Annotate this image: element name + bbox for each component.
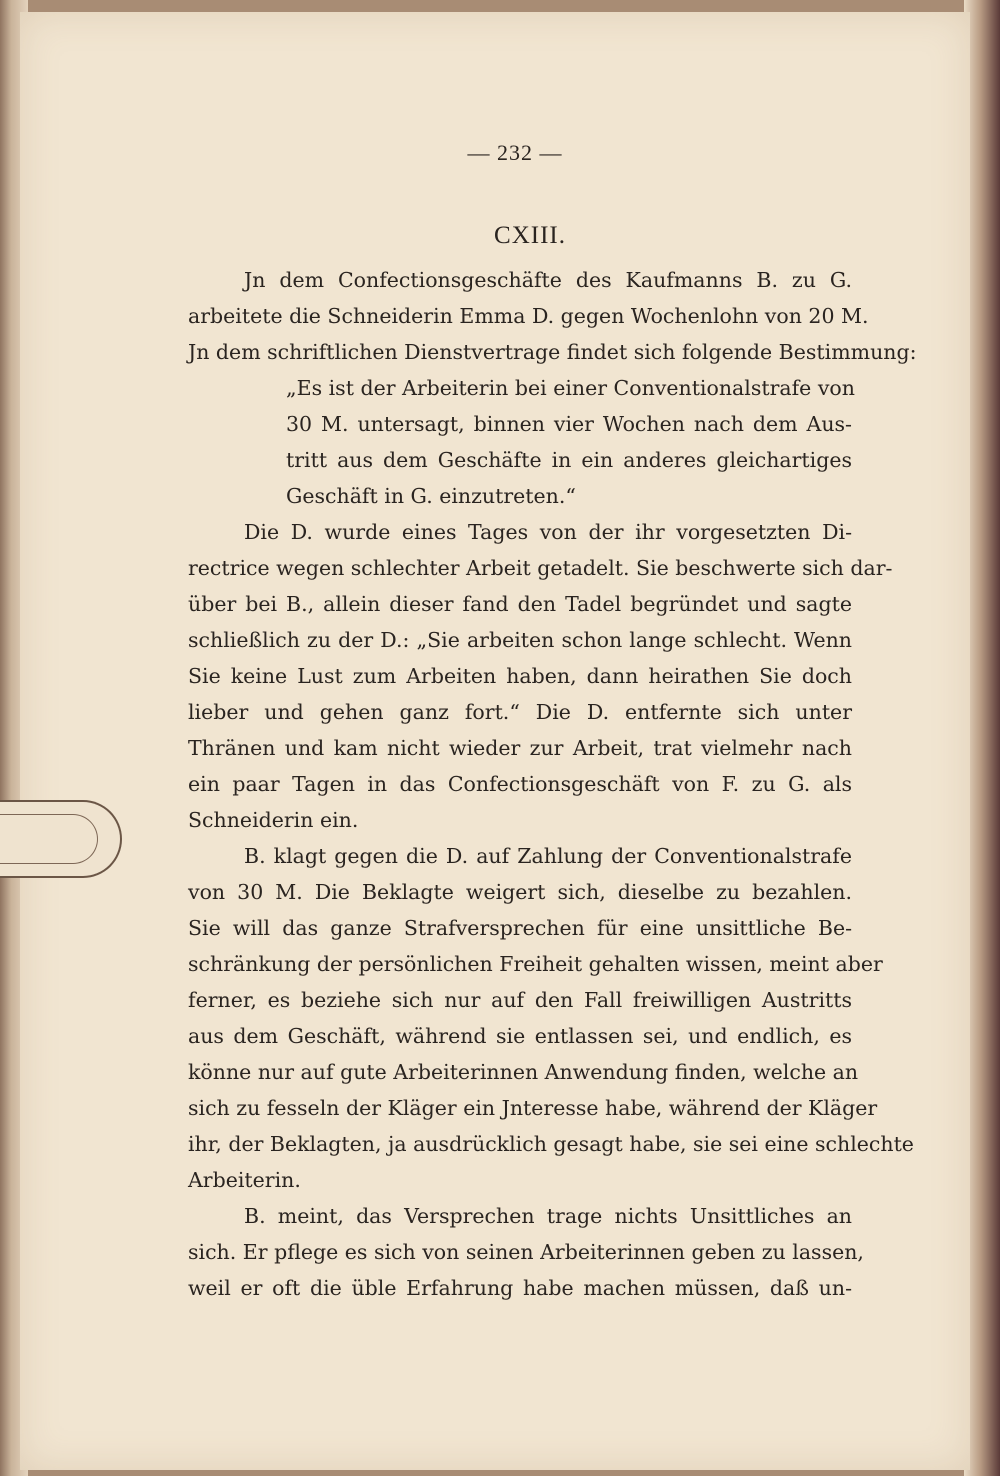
- text-line: lieber und gehen ganz fort.“ Die D. entfernte sich unter: [188, 700, 852, 724]
- text-line: tritt aus dem Geschäfte in ein anderes gleichartiges: [286, 448, 852, 472]
- text-line: Arbeiterin.: [188, 1168, 301, 1192]
- text-line: schränkung der persönlichen Freiheit gehalten wissen, meint aber: [188, 952, 883, 976]
- bookmark-ribbon-fold: [0, 814, 98, 864]
- text-line: Sie keine Lust zum Arbeiten haben, dann heirathen Sie doch: [188, 664, 852, 688]
- text-line: Sie will das ganze Strafversprechen für eine unsittliche Be-: [188, 916, 852, 940]
- text-line: weil er oft die üble Erfahrung habe machen müssen, daß un-: [188, 1276, 852, 1300]
- text-line: sich. Er pflege es sich von seinen Arbeiterinnen geben zu lassen,: [188, 1240, 864, 1264]
- text-line: aus dem Geschäft, während sie entlassen sei, und endlich, es: [188, 1024, 852, 1048]
- text-line: Thränen und kam nicht wieder zur Arbeit, trat vielmehr nach: [188, 736, 852, 760]
- text-line: ihr, der Beklagten, ja ausdrücklich gesagt habe, sie sei eine schlechte: [188, 1132, 914, 1156]
- text-line: B. klagt gegen die D. auf Zahlung der Conventionalstrafe: [244, 844, 852, 868]
- text-line: „Es ist der Arbeiterin bei einer Conventionalstrafe von: [286, 376, 855, 400]
- page-number: — 232 —: [467, 140, 563, 165]
- text-line: sich zu fesseln der Kläger ein Jnteresse habe, während der Kläger: [188, 1096, 878, 1120]
- text-line: rectrice wegen schlechter Arbeit getadelt. Sie beschwerte sich dar-: [188, 556, 893, 580]
- text-line: arbeitete die Schneiderin Emma D. gegen Wochenlohn von 20 M.: [188, 304, 869, 328]
- text-line: B. meint, das Versprechen trage nichts Unsittliches an: [244, 1204, 852, 1228]
- section-heading: CXIII.: [494, 222, 566, 249]
- text-line: Die D. wurde eines Tages von der ihr vorgesetzten Di-: [244, 520, 852, 544]
- text-line: ein paar Tagen in das Confectionsgeschäft von F. zu G. als: [188, 772, 852, 796]
- text-line: schließlich zu der D.: „Sie arbeiten schon lange schlecht. Wenn: [188, 628, 852, 652]
- text-line: über bei B., allein dieser fand den Tadel begründet und sagte: [188, 592, 852, 616]
- text-line: Geschäft in G. einzutreten.“: [286, 484, 576, 508]
- text-line: ferner, es beziehe sich nur auf den Fall freiwilligen Austritts: [188, 988, 852, 1012]
- text-line: Jn dem schriftlichen Dienstvertrage findet sich folgende Bestimmung:: [188, 340, 917, 364]
- text-line: Jn dem Confectionsgeschäfte des Kaufmanns B. zu G.: [244, 268, 852, 292]
- text-line: könne nur auf gute Arbeiterinnen Anwendung finden, welche an: [188, 1060, 859, 1084]
- text-line: von 30 M. Die Beklagte weigert sich, dieselbe zu bezahlen.: [188, 880, 852, 904]
- text-line: 30 M. untersagt, binnen vier Wochen nach dem Aus-: [286, 412, 852, 436]
- text-line: Schneiderin ein.: [188, 808, 359, 832]
